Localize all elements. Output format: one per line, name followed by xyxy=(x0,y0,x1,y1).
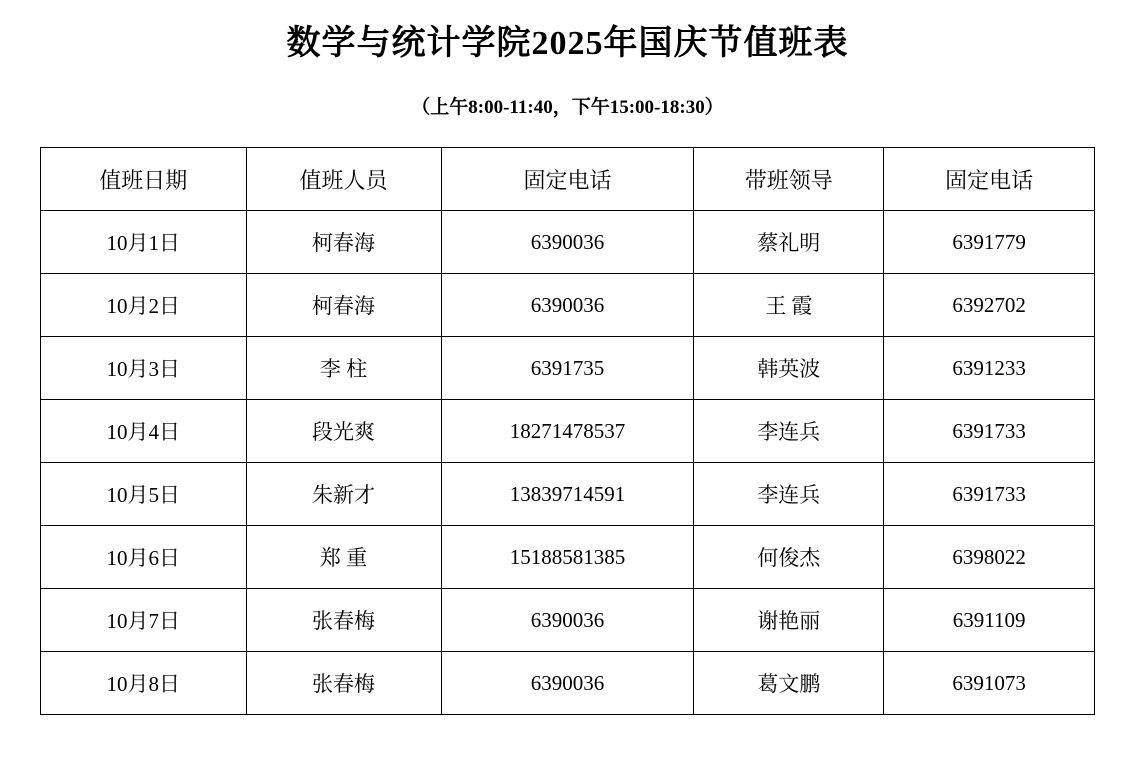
column-header-duty-date: 值班日期 xyxy=(41,148,247,211)
cell-leader-phone: 6398022 xyxy=(884,526,1095,589)
cell-duty-staff: 段光爽 xyxy=(246,400,441,463)
table-row xyxy=(41,211,1095,274)
cell-duty-date: 10月4日 xyxy=(41,400,247,463)
cell-duty-date: 10月2日 xyxy=(41,274,247,337)
cell-leader-phone: 6391233 xyxy=(884,337,1095,400)
table-row xyxy=(41,526,1095,589)
cell-staff-phone: 6390036 xyxy=(441,652,694,715)
table-row xyxy=(41,337,1095,400)
column-header-leader-phone: 固定电话 xyxy=(884,148,1095,211)
cell-duty-staff: 柯春海 xyxy=(246,211,441,274)
cell-leader: 李连兵 xyxy=(694,463,884,526)
cell-duty-staff: 柯春海 xyxy=(246,274,441,337)
cell-duty-staff: 朱新才 xyxy=(246,463,441,526)
cell-staff-phone: 6390036 xyxy=(441,274,694,337)
page-title: 数学与统计学院2025年国庆节值班表 xyxy=(286,25,849,62)
cell-duty-date: 10月6日 xyxy=(41,526,247,589)
cell-duty-date: 10月8日 xyxy=(41,652,247,715)
cell-staff-phone: 6390036 xyxy=(441,589,694,652)
cell-staff-phone: 15188581385 xyxy=(441,526,694,589)
cell-leader: 李连兵 xyxy=(694,400,884,463)
duty-schedule-table xyxy=(40,147,1095,715)
cell-leader: 王 霞 xyxy=(694,274,884,337)
cell-leader: 何俊杰 xyxy=(694,526,884,589)
cell-staff-phone: 13839714591 xyxy=(441,463,694,526)
cell-duty-date: 10月7日 xyxy=(41,589,247,652)
duty-table-container xyxy=(40,147,1095,715)
cell-leader-phone: 6391073 xyxy=(884,652,1095,715)
table-header-row xyxy=(41,148,1095,211)
cell-duty-staff: 张春梅 xyxy=(246,652,441,715)
document-page xyxy=(0,22,1135,765)
cell-leader: 蔡礼明 xyxy=(694,211,884,274)
column-header-duty-staff: 值班人员 xyxy=(246,148,441,211)
column-header-staff-phone: 固定电话 xyxy=(441,148,694,211)
cell-duty-date: 10月5日 xyxy=(41,463,247,526)
table-row xyxy=(41,589,1095,652)
cell-duty-staff: 郑 重 xyxy=(246,526,441,589)
cell-leader-phone: 6391733 xyxy=(884,400,1095,463)
cell-leader-phone: 6391109 xyxy=(884,589,1095,652)
table-row xyxy=(41,274,1095,337)
cell-duty-date: 10月1日 xyxy=(41,211,247,274)
cell-duty-staff: 张春梅 xyxy=(246,589,441,652)
table-row xyxy=(41,652,1095,715)
table-row xyxy=(41,463,1095,526)
cell-leader: 葛文鹏 xyxy=(694,652,884,715)
cell-leader-phone: 6391779 xyxy=(884,211,1095,274)
cell-leader: 谢艳丽 xyxy=(694,589,884,652)
cell-leader-phone: 6392702 xyxy=(884,274,1095,337)
cell-staff-phone: 6391735 xyxy=(441,337,694,400)
cell-leader-phone: 6391733 xyxy=(884,463,1095,526)
column-header-leader: 带班领导 xyxy=(694,148,884,211)
cell-staff-phone: 18271478537 xyxy=(441,400,694,463)
table-row xyxy=(41,400,1095,463)
cell-staff-phone: 6390036 xyxy=(441,211,694,274)
cell-duty-staff: 李 柱 xyxy=(246,337,441,400)
cell-leader: 韩英波 xyxy=(694,337,884,400)
cell-duty-date: 10月3日 xyxy=(41,337,247,400)
page-subtitle: （上午8:00-11:40，下午15:00-18:30） xyxy=(411,97,724,119)
